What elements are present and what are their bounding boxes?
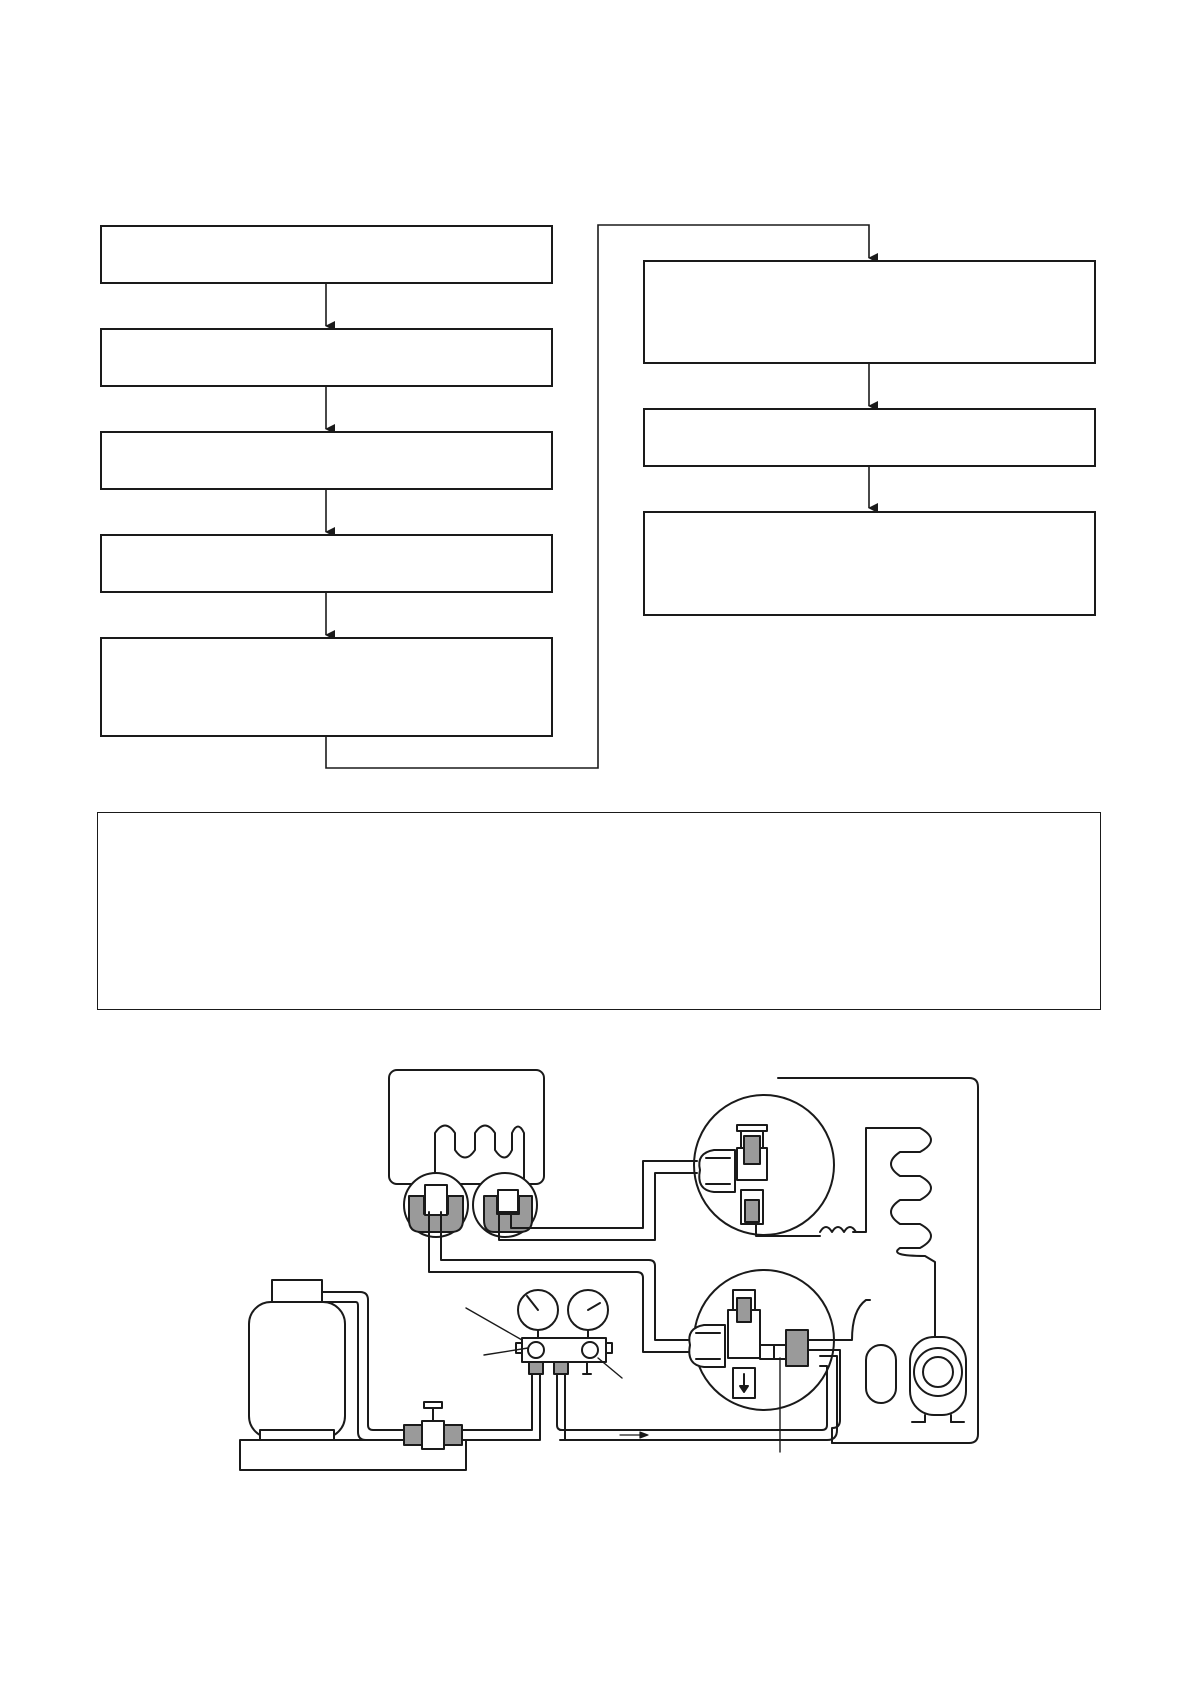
cylinder-valve	[404, 1402, 462, 1449]
flow-direction-arrow	[620, 1432, 648, 1438]
indoor-unit	[389, 1070, 544, 1184]
condenser-coil	[853, 1128, 935, 1340]
liquid-service-valve	[694, 1095, 834, 1235]
compressor	[910, 1337, 966, 1422]
accumulator	[866, 1345, 896, 1403]
indoor-flare-connection-left	[404, 1173, 468, 1237]
manifold-gauge	[516, 1290, 612, 1374]
capillary-coil	[820, 1227, 856, 1232]
